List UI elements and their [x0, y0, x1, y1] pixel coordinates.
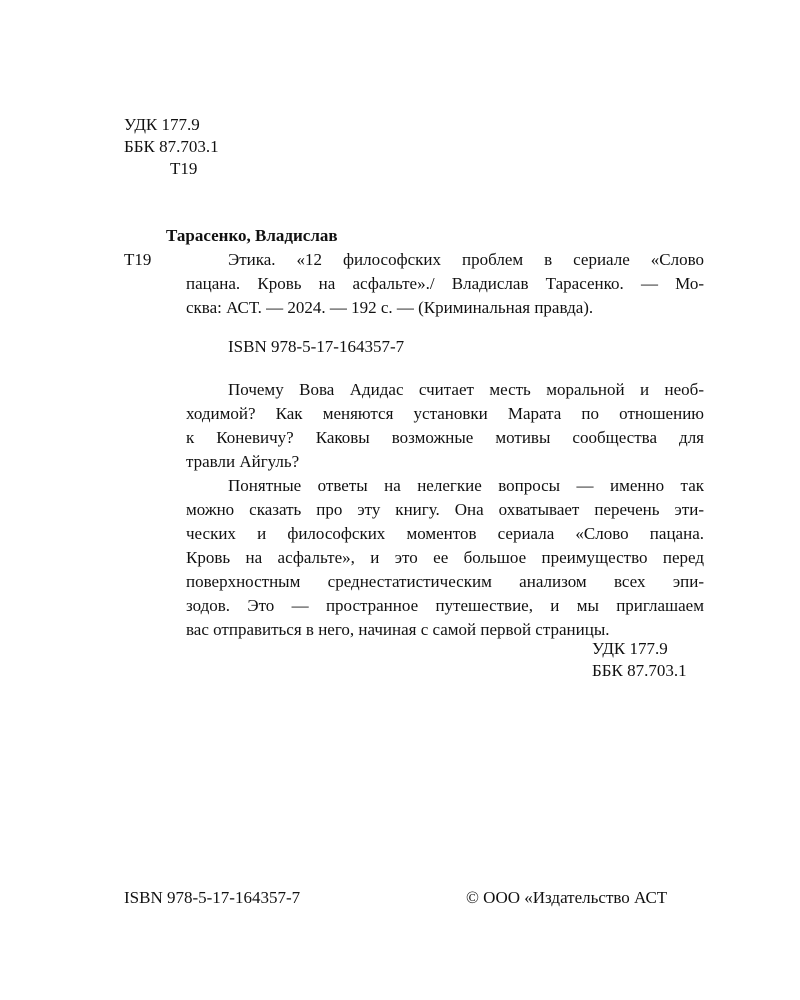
annotation-p2-line-3: ческих и философских моментов сериала «Слово пацана. — [186, 524, 704, 543]
annotation-p1-line-2: ходимой? Как меняются установки Марата по отношению — [186, 404, 704, 423]
author-sign: Т19 — [170, 159, 198, 178]
annotation-p2-line-4: Кровь на асфальте», и это ее большое преимущество перед — [186, 548, 704, 567]
author-heading: Тарасенко, Владислав — [166, 226, 338, 245]
annotation-p2-line-2: можно сказать про эту книгу. Она охватывает перечень эти- — [186, 500, 704, 519]
udk-code-bottom: УДК 177.9 — [592, 639, 668, 658]
footer-copyright: © ООО «Издательство АСТ — [466, 888, 668, 907]
annotation-p2-line-1: Понятные ответы на нелегкие вопросы — именно так — [228, 476, 704, 495]
annotation-p1-line-3: к Коневичу? Каковы возможные мотивы сообщества для — [186, 428, 704, 447]
annotation-p1-line-4: травли Айгуль? — [186, 452, 300, 471]
annotation-p2-line-5: поверхностным среднестатистическим анализом всех эпи- — [186, 572, 704, 591]
description-line-2: пацана. Кровь на асфальте»./ Владислав Тарасенко. — Мо- — [186, 274, 704, 293]
record-isbn: ISBN 978-5-17-164357-7 — [228, 337, 405, 356]
annotation-p2-line-7: вас отправиться в него, начиная с самой первой страницы. — [186, 620, 610, 639]
footer-isbn: ISBN 978-5-17-164357-7 — [124, 888, 301, 907]
annotation-p1-line-1: Почему Вова Адидас считает месть моральной и необ- — [228, 380, 704, 399]
description-line-3: сква: АСТ. — 2024. — 192 с. — (Криминальная правда). — [186, 298, 594, 317]
bbk-code: ББК 87.703.1 — [124, 137, 219, 156]
description-line-1: Этика. «12 философских проблем в сериале «Слово — [228, 250, 704, 269]
annotation-p2-line-6: зодов. Это — пространное путешествие, и мы приглашаем — [186, 596, 704, 615]
udk-code: УДК 177.9 — [124, 115, 200, 134]
bbk-code-bottom: ББК 87.703.1 — [592, 661, 687, 680]
record-sign: Т19 — [124, 250, 152, 269]
